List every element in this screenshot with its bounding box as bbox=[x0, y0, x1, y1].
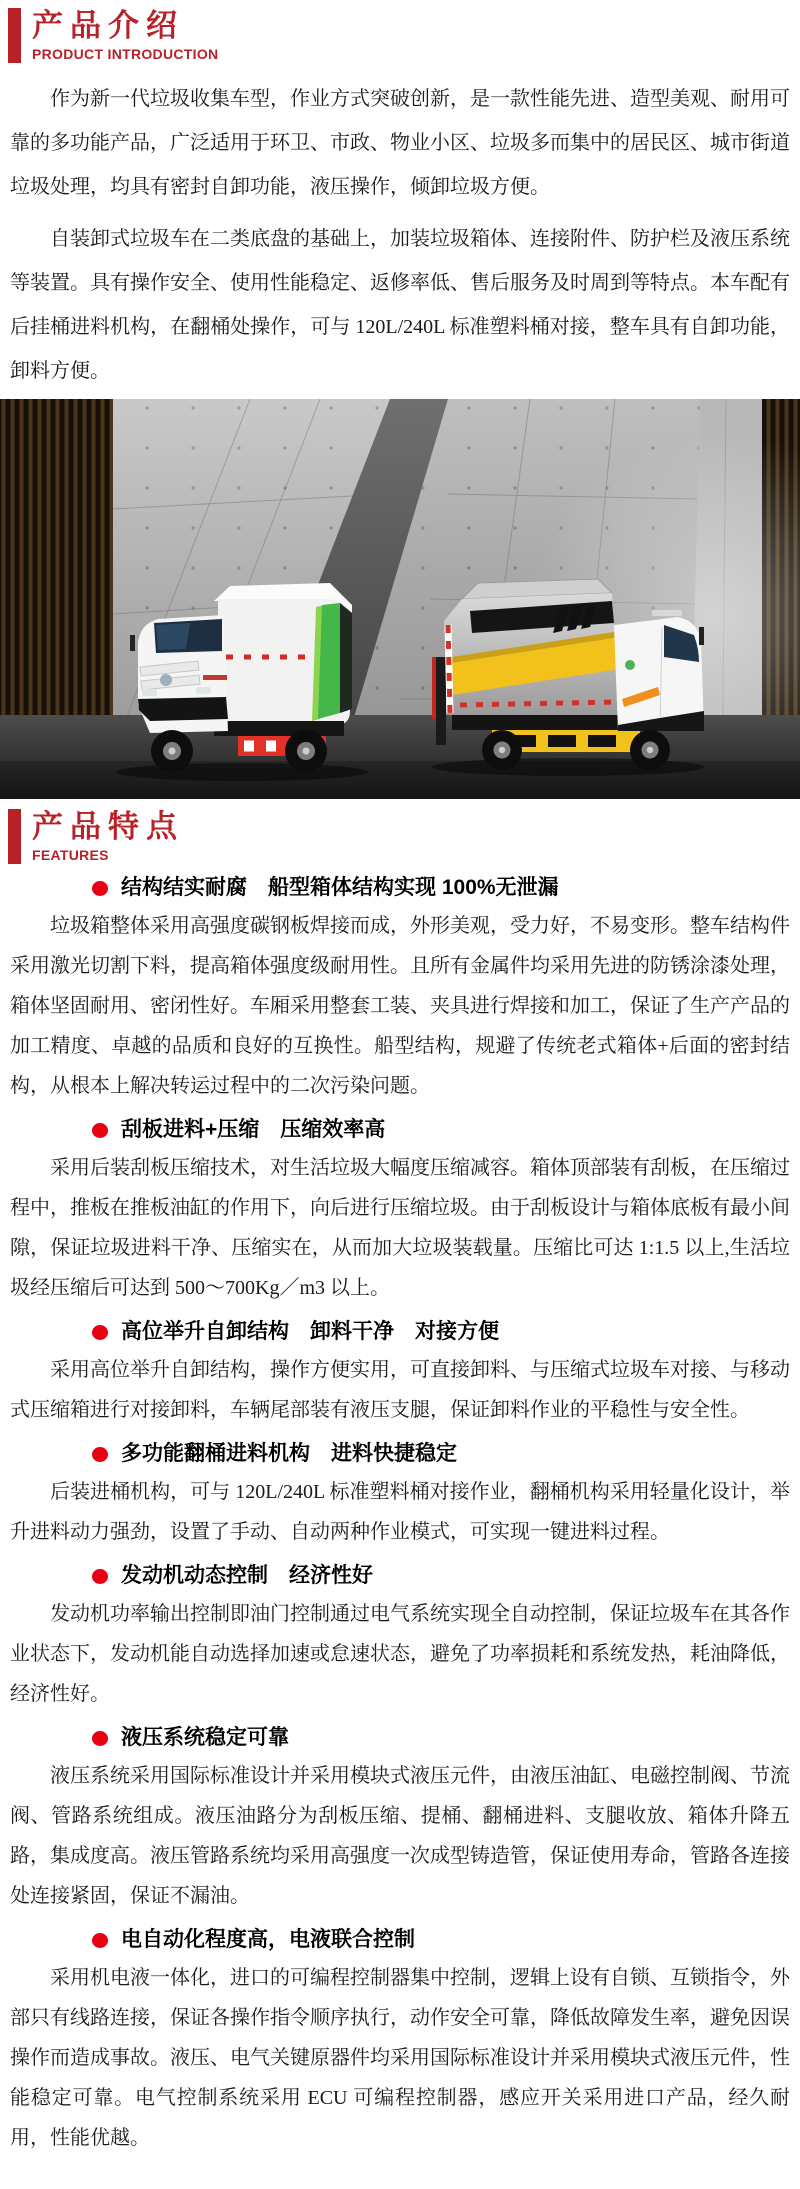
product-photo bbox=[0, 399, 800, 799]
feature-heading-row bbox=[0, 1562, 800, 1590]
section-accent-bar bbox=[8, 809, 21, 864]
section-title-en: FEATURES bbox=[32, 847, 109, 863]
feature-body: 采用高位举升自卸结构，操作方便实用，可直接卸料、与压缩式垃圾车对接、与移动式压缩箱进行对接卸料，车辆尾部装有液压支腿，保证卸料作业的平稳性与安全性。 bbox=[10, 1359, 790, 1421]
feature-body: 垃圾箱整体采用高强度碳钢板焊接而成，外形美观，受力好，不易变形。整车结构件采用激光切割下料，提高箱体强度级耐用性。且所有金属件均采用先进的防锈涂漆处理，箱体坚固耐用、密闭性好。车厢采用整套工装、夹具进行焊接和加工，保证了生产产品的加工精度、卓越的品质和良好的互换性。船型结构，规避了传统老式箱体+后面的密封结构，从根本上解决转运过程中的二次污染问题。 bbox=[10, 915, 790, 1097]
feature-heading: 高位举升自卸结构 卸料干净 对接方便 bbox=[121, 1320, 499, 1343]
feature-heading-row bbox=[0, 1116, 800, 1144]
section-header-introduction bbox=[0, 0, 800, 63]
intro-paragraph-2: 自装卸式垃圾车在二类底盘的基础上，加装垃圾箱体、连接附件、防护栏及液压系统等装置。具有操作安全、使用性能稳定、返修率低、售后服务及时周到等特点。本车配有后挂桶进料机构，在翻桶处操作，可与 120L/240L 标准塑料桶对接，整车具有自卸功能，卸料方便。 bbox=[10, 228, 790, 382]
feature-heading: 电自动化程度高，电液联合控制 bbox=[121, 1928, 415, 1951]
feature-body: 采用机电液一体化，进口的可编程控制器集中控制，逻辑上设有自锁、互锁指令，外部只有线路连接，保证各操作指令顺序执行，动作安全可靠，降低故障发生率，避免因误操作而造成事故。液压、电气关键原器件均采用国际标准设计并采用模块式液压元件，性能稳定可靠。电气控制系统采用 ECU 可编程控制器，感应开关采用进口产品，经久耐用，性能优越。 bbox=[10, 1967, 790, 2149]
feature-item-compression bbox=[0, 1116, 800, 1308]
feature-heading-row bbox=[0, 874, 800, 902]
bullet-dot-icon bbox=[92, 1123, 108, 1138]
bullet-dot-icon bbox=[92, 881, 108, 896]
section-accent-bar bbox=[8, 8, 21, 63]
feature-heading: 多功能翻桶进料机构 进料快捷稳定 bbox=[121, 1442, 457, 1465]
garbage-trucks-illustration bbox=[0, 399, 800, 799]
feature-item-dumping bbox=[0, 1318, 800, 1430]
feature-body: 液压系统采用国际标准设计并采用模块式液压元件，由液压油缸、电磁控制阀、节流阀、管路系统组成。液压油路分为刮板压缩、提桶、翻桶进料、支腿收放、箱体升降五路，集成度高。液压管路系统均采用高强度一次成型铸造管，保证使用寿命，管路各连接处连接紧固，保证不漏油。 bbox=[10, 1765, 790, 1907]
feature-item-hydraulics bbox=[0, 1724, 800, 1916]
feature-heading-row bbox=[0, 1724, 800, 1752]
feature-item-bin-lifter bbox=[0, 1440, 800, 1552]
bullet-dot-icon bbox=[92, 1325, 108, 1340]
product-features-section bbox=[0, 799, 800, 2158]
feature-item-electrics bbox=[0, 1926, 800, 2158]
section-title-en: PRODUCT INTRODUCTION bbox=[32, 46, 219, 62]
feature-heading: 刮板进料+压缩 压缩效率高 bbox=[121, 1118, 386, 1141]
bullet-dot-icon bbox=[92, 1731, 108, 1746]
intro-paragraph-1: 作为新一代垃圾收集车型，作业方式突破创新，是一款性能先进、造型美观、耐用可靠的多功能产品，广泛适用于环卫、市政、物业小区、垃圾多而集中的居民区、城市街道垃圾处理，均具有密封自卸功能，液压操作，倾卸垃圾方便。 bbox=[10, 88, 790, 198]
bullet-dot-icon bbox=[92, 1933, 108, 1948]
section-titles bbox=[32, 809, 184, 864]
feature-heading-row bbox=[0, 1318, 800, 1346]
feature-heading: 液压系统稳定可靠 bbox=[121, 1726, 289, 1749]
feature-item-engine-control bbox=[0, 1562, 800, 1714]
feature-heading-row bbox=[0, 1440, 800, 1468]
bullet-dot-icon bbox=[92, 1447, 108, 1462]
feature-body: 采用后装刮板压缩技术，对生活垃圾大幅度压缩减容。箱体顶部装有刮板，在压缩过程中，推板在推板油缸的作用下，向后进行压缩垃圾。由于刮板设计与箱体底板有最小间隙，保证垃圾进料干净、压缩实在，从而加大垃圾装载量。压缩比可达 1:1.5 以上,生活垃圾经压缩后可达到 500～700Kg／m3 以上。 bbox=[10, 1157, 790, 1299]
section-title-cn: 产品特点 bbox=[32, 809, 184, 844]
feature-body: 发动机功率输出控制即油门控制通过电气系统实现全自动控制，保证垃圾车在其各作业状态下，发动机能自动选择加速或怠速状态，避免了功率损耗和系统发热，耗油降低，经济性好。 bbox=[10, 1603, 790, 1705]
section-titles bbox=[32, 8, 218, 63]
section-header-features bbox=[0, 799, 800, 864]
feature-heading: 发动机动态控制 经济性好 bbox=[121, 1564, 373, 1587]
feature-heading-row bbox=[0, 1926, 800, 1954]
feature-item-structure bbox=[0, 874, 800, 1106]
product-introduction-section bbox=[0, 0, 800, 393]
bullet-dot-icon bbox=[92, 1569, 108, 1584]
feature-body: 后装进桶机构，可与 120L/240L 标准塑料桶对接作业，翻桶机构采用轻量化设计，举升进料动力强劲，设置了手动、自动两种作业模式，可实现一键进料过程。 bbox=[10, 1481, 790, 1543]
section-title-cn: 产品介绍 bbox=[32, 8, 184, 43]
feature-heading: 结构结实耐腐 船型箱体结构实现 100%无泄漏 bbox=[121, 876, 559, 899]
